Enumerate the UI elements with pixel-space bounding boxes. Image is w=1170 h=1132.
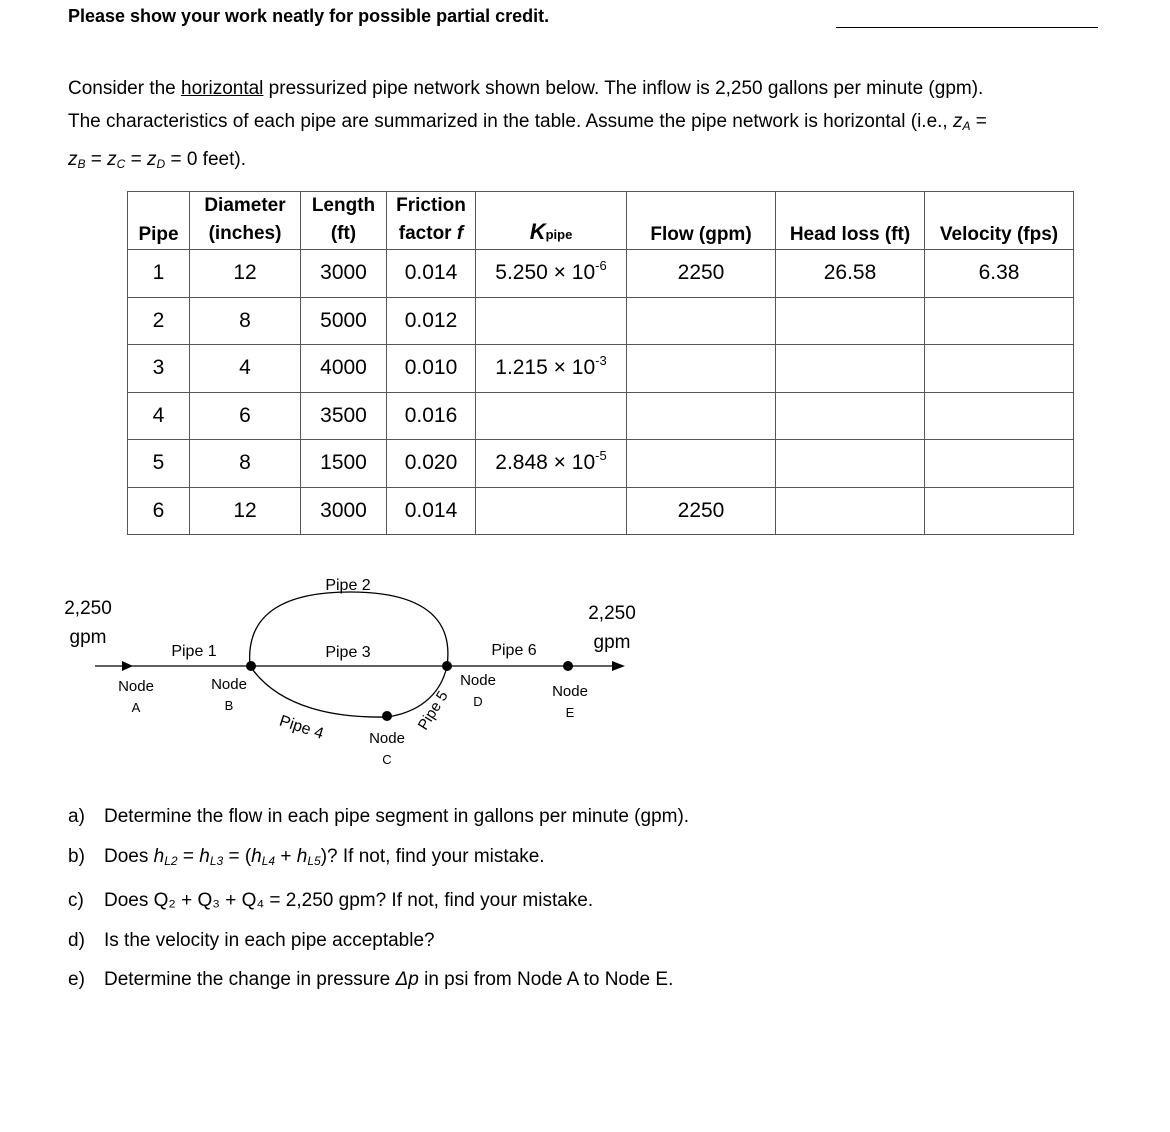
pipe6-label: Pipe 6 (491, 642, 537, 659)
header-length-line1: Length (311, 195, 376, 216)
cell-length: 4000 (301, 345, 387, 393)
cell-flow (627, 440, 776, 488)
table-row (128, 297, 1074, 345)
equals: = (970, 111, 987, 132)
node-b-letter: B (224, 698, 234, 713)
node-d-dot (442, 661, 452, 671)
subscript-d: D (156, 157, 166, 171)
outflow-unit: gpm (593, 632, 631, 653)
question-b-pre: Does (104, 845, 154, 867)
cell-k (476, 297, 627, 345)
intro-line-2 (68, 105, 1108, 143)
z-symbol: z (68, 149, 78, 170)
cell-velocity: 6.38 (925, 250, 1074, 298)
cell-pipe: 6 (128, 487, 190, 535)
cell-velocity (925, 297, 1074, 345)
cell-pipe: 3 (128, 345, 190, 393)
question-c (68, 881, 689, 921)
header-velocity-label: Velocity (fps) (939, 224, 1059, 245)
question-e (68, 960, 689, 1000)
cell-headloss (776, 440, 925, 488)
header-diameter-label (204, 192, 285, 248)
node-c-word: Node (369, 730, 405, 747)
inflow-unit: gpm (69, 627, 107, 648)
k-exponent: -5 (595, 448, 607, 464)
cell-pipe: 4 (128, 392, 190, 440)
cell-flow (627, 297, 776, 345)
table-row (128, 392, 1074, 440)
cell-friction: 0.014 (387, 250, 476, 298)
h-symbol: h (296, 845, 308, 867)
intro-text: Consider the (68, 78, 182, 99)
table-row (128, 440, 1074, 488)
question-d (68, 921, 689, 961)
pipe3-label: Pipe 3 (325, 644, 371, 661)
header-length (301, 192, 387, 250)
node-b-dot (246, 661, 256, 671)
subscript-l3: L3 (209, 853, 224, 868)
subscript-l5: L5 (307, 853, 321, 868)
question-e-letter: e) (68, 969, 85, 990)
h-symbol: h (199, 845, 210, 867)
cell-headloss (776, 345, 925, 393)
cell-pipe: 1 (128, 250, 190, 298)
intro-text: pressurized pipe network shown below. The inflow is 2,250 gallons per minute (gpm). (263, 78, 984, 99)
instruction-header: Please show your work neatly for possible partial credit. (68, 6, 550, 26)
inflow-arrow-icon (122, 661, 133, 671)
pipe-network-diagram (0, 560, 1170, 790)
cell-length: 3500 (301, 392, 387, 440)
subscript-l2: L2 (164, 853, 178, 868)
cell-length: 1500 (301, 440, 387, 488)
pipe2-label: Pipe 2 (325, 577, 371, 594)
cell-diameter: 12 (190, 487, 301, 535)
question-a-letter: a) (68, 806, 85, 827)
question-c-letter: c) (68, 890, 84, 911)
cell-friction: 0.020 (387, 440, 476, 488)
cell-diameter: 6 (190, 392, 301, 440)
node-b-word: Node (211, 676, 247, 693)
question-c-text: Does Q₂ + Q₃ + Q₄ = 2,250 gpm? If not, find your mistake. (104, 890, 594, 911)
pipe4-label: Pipe 4 (277, 712, 326, 743)
question-list (68, 797, 689, 1000)
subscript-c: C (116, 157, 126, 171)
z-symbol: z (952, 111, 963, 132)
pipe1-label: Pipe 1 (171, 643, 217, 660)
cell-length: 5000 (301, 297, 387, 345)
question-e-text (104, 960, 673, 1000)
node-d-letter: D (473, 694, 483, 709)
node-e-dot (563, 661, 573, 671)
header-length-label (312, 192, 375, 248)
cell-friction: 0.016 (387, 392, 476, 440)
pipe4-arc (250, 666, 387, 717)
node-a-word: Node (118, 678, 154, 695)
cell-k (476, 392, 627, 440)
cell-k (476, 487, 627, 535)
k-exponent: -3 (595, 353, 607, 369)
z-symbol: z (147, 149, 157, 170)
intro-text: The characteristics of each pipe are summarized in the table. Assume the pipe network is horizontal (i.e., (68, 111, 953, 132)
question-d-text: Is the velocity in each pipe acceptable? (104, 929, 435, 951)
equals: = (85, 149, 108, 170)
equals: = (125, 149, 147, 170)
node-c-letter: C (382, 752, 392, 767)
header-kpipe (476, 192, 627, 250)
header-pipe (128, 192, 190, 250)
name-blank-line (836, 27, 1098, 28)
header-velocity (925, 192, 1074, 250)
question-d-letter: d) (68, 929, 85, 951)
cell-k (476, 250, 627, 298)
header-diameter (190, 192, 301, 250)
subscript-a: A (962, 119, 971, 133)
table-row (128, 487, 1074, 535)
cell-velocity (925, 392, 1074, 440)
header-length-line2: (ft) (330, 223, 357, 244)
table-row (128, 345, 1074, 393)
cell-velocity (925, 487, 1074, 535)
header-headloss-label: Head loss (ft) (789, 224, 911, 245)
pipe-characteristics-table (127, 191, 1074, 535)
header-flow-label: Flow (gpm) (650, 224, 752, 245)
outflow-arrow-icon (612, 661, 625, 671)
subscript-b: B (77, 157, 86, 171)
k-exponent: -6 (595, 258, 607, 274)
k-base: 5.250 × 10 (495, 261, 596, 285)
node-e-letter: E (565, 705, 575, 720)
table-header-row (128, 192, 1074, 250)
header-k-subscript: pipe (545, 227, 573, 242)
header-flow (627, 192, 776, 250)
equals: = (177, 845, 200, 867)
header-pipe-label: Pipe (138, 224, 179, 245)
z-symbol: z (107, 149, 117, 170)
pipe5-label: Pipe 5 (414, 688, 452, 734)
cell-flow: 2250 (627, 487, 776, 535)
cell-diameter: 8 (190, 297, 301, 345)
question-b-letter: b) (68, 845, 85, 867)
header-friction-line1: Friction (396, 195, 466, 216)
intro-text: = 0 feet). (165, 149, 246, 170)
cell-velocity (925, 345, 1074, 393)
k-base: 2.848 × 10 (495, 451, 596, 475)
cell-k (476, 345, 627, 393)
table-body (128, 250, 1074, 535)
header-headloss (776, 192, 925, 250)
inflow-value: 2,250 (64, 598, 112, 619)
cell-flow: 2250 (627, 250, 776, 298)
cell-diameter: 4 (190, 345, 301, 393)
cell-headloss (776, 392, 925, 440)
subscript-l4: L4 (261, 853, 276, 868)
node-c-dot (382, 711, 392, 721)
header-friction (387, 192, 476, 250)
question-b-text (104, 837, 545, 882)
question-b (68, 837, 689, 882)
cell-friction: 0.014 (387, 487, 476, 535)
plus: + (275, 845, 297, 867)
question-a (68, 797, 689, 837)
question-a-text: Determine the flow in each pipe segment in gallons per minute (gpm). (104, 806, 690, 827)
cell-diameter: 12 (190, 250, 301, 298)
node-d-word: Node (460, 672, 496, 689)
header-friction-label (396, 192, 466, 248)
header-diameter-line2: (inches) (208, 223, 282, 244)
cell-diameter: 8 (190, 440, 301, 488)
h-symbol: h (251, 845, 262, 867)
node-a-letter: A (131, 700, 141, 715)
delta-p-symbol: Δp (395, 969, 419, 990)
cell-headloss (776, 297, 925, 345)
cell-flow (627, 345, 776, 393)
h-symbol: h (153, 845, 165, 867)
underlined-horizontal: horizontal (181, 78, 264, 99)
cell-headloss: 26.58 (776, 250, 925, 298)
question-e-pre: Determine the change in pressure (104, 969, 396, 990)
cell-length: 3000 (301, 250, 387, 298)
node-e-word: Node (552, 683, 588, 700)
question-b-post: )? If not, find your mistake. (320, 845, 545, 867)
cell-pipe: 5 (128, 440, 190, 488)
cell-length: 3000 (301, 487, 387, 535)
cell-flow (627, 392, 776, 440)
cell-k (476, 440, 627, 488)
header-k-symbol: K (529, 219, 546, 244)
header-diameter-line1: Diameter (204, 195, 286, 216)
header-kpipe-label (530, 218, 573, 249)
problem-statement (68, 72, 1108, 181)
equals-paren: = ( (223, 845, 252, 867)
question-e-post: in psi from Node A to Node E. (418, 969, 674, 990)
k-base: 1.215 × 10 (495, 356, 596, 380)
cell-velocity (925, 440, 1074, 488)
table-row (128, 250, 1074, 298)
intro-line-3 (68, 143, 1108, 181)
cell-headloss (776, 487, 925, 535)
cell-friction: 0.010 (387, 345, 476, 393)
outflow-value: 2,250 (588, 603, 636, 624)
intro-line-1 (68, 72, 1108, 105)
header-friction-line2: factor (398, 223, 457, 244)
cell-friction: 0.012 (387, 297, 476, 345)
header-friction-f: f (456, 223, 464, 244)
cell-pipe: 2 (128, 297, 190, 345)
